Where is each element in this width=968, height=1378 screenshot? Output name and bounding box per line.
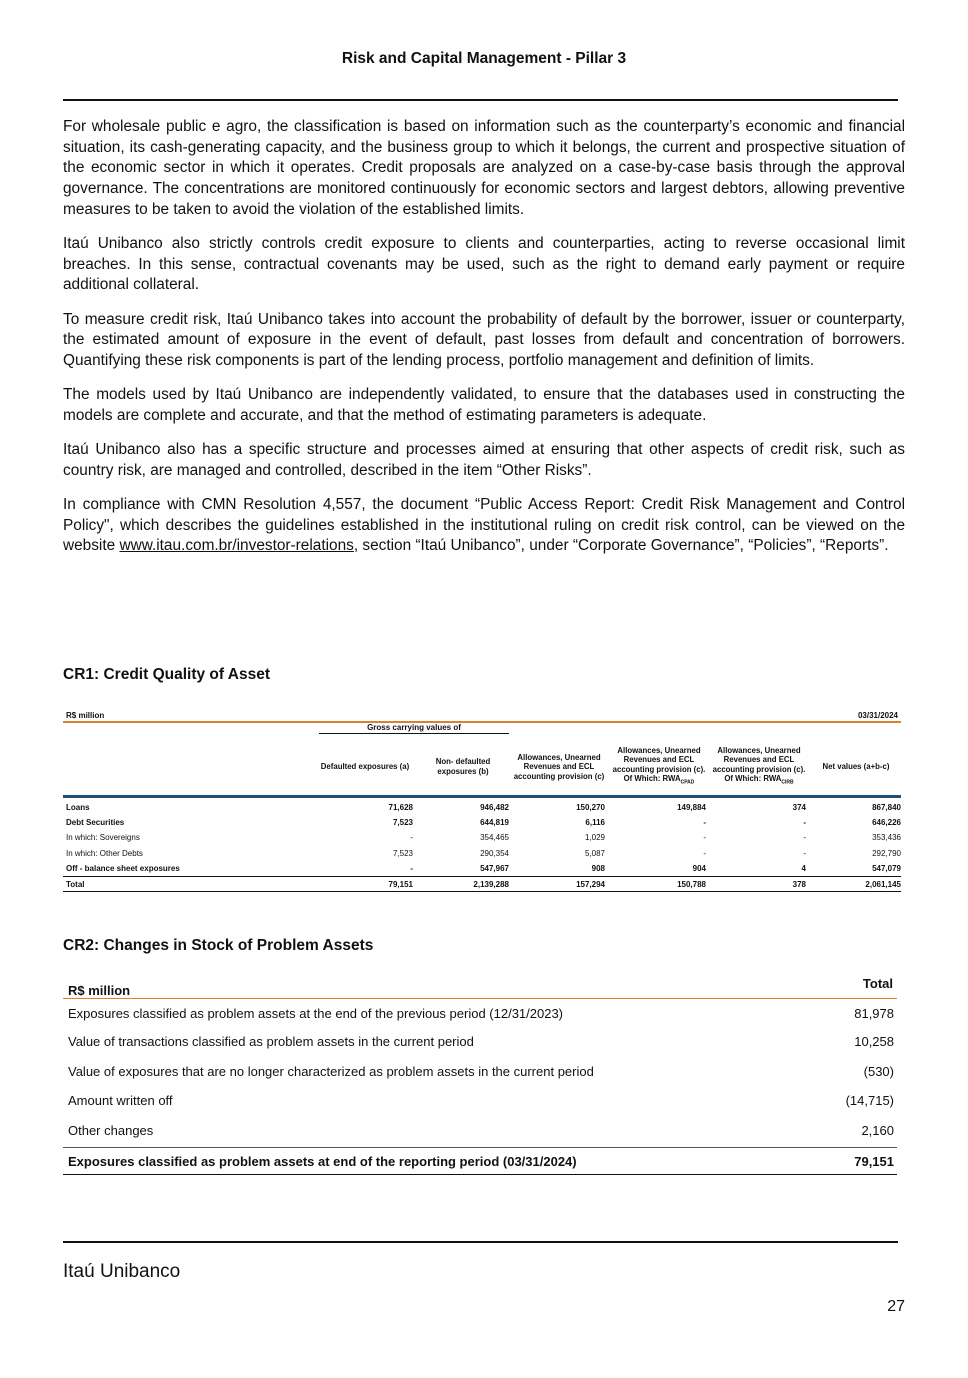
paragraph: The models used by Itaú Unibanco are independently validated, to ensure that the databases used in constructing the models are complete and accurate, and that the method of estimating parameters is adequate.	[63, 386, 905, 424]
cell-c: 5,087	[584, 848, 605, 858]
cr2-total-header: Total	[862, 976, 893, 991]
cr1-table-row	[63, 846, 901, 861]
paragraph: For wholesale public e agro, the classification is based on information such as the counterparty’s economic and financial situation, its cash-generating capacity, and the business group to which it belongs, the current and prospective situation of the economic sector in which it operates. Credit proposals are analyzed on a case-by-case basis through the approval governance. The concentrations are monitored continuously for economic sectors and largest debtors, allowing preventive measures to be taken to avoid the violation of the established limits.	[63, 118, 905, 218]
cr1-col-f: Net values (a+b-c)	[822, 762, 890, 772]
page-number: 27	[887, 1298, 905, 1315]
row-label: In which: Sovereigns	[66, 833, 140, 843]
cr1-table-row	[63, 800, 901, 815]
row-value: (14,715)	[845, 1093, 894, 1109]
cr2-title: CR2: Changes in Stock of Problem Assets	[63, 937, 374, 954]
cr2-table	[63, 972, 897, 1175]
cell-e: 378	[792, 879, 806, 889]
cell-a: 7,523	[392, 818, 413, 828]
cell-d: -	[703, 818, 706, 828]
cell-f: 867,840	[872, 803, 901, 812]
header-divider	[63, 99, 898, 101]
cell-f: 353,436	[872, 833, 901, 843]
compliance-paragraph	[63, 495, 905, 557]
cell-a: 7,523	[392, 848, 413, 858]
cr1-table	[63, 704, 901, 892]
row-label: In which: Other Debts	[66, 848, 143, 858]
cell-f: 292,790	[872, 848, 901, 858]
cell-f: 547,079	[872, 863, 901, 873]
cr1-total-row	[63, 876, 901, 892]
cell-b: 2,139,288	[473, 879, 509, 889]
cr1-table-row	[63, 861, 901, 876]
cell-d: -	[703, 833, 706, 843]
row-label: Value of transactions classified as problem assets in the current period	[68, 1034, 474, 1050]
cell-f: 646,226	[872, 818, 901, 828]
cr1-col-e: Allowances, Unearned Revenues and ECL accounting provision (c). Of Which: $RWA_{CIRB}$	[712, 745, 806, 786]
cell-e: 4	[801, 863, 806, 873]
cell-e: -	[803, 818, 806, 828]
row-label: Other changes	[68, 1122, 154, 1138]
cr2-table-row	[63, 1027, 897, 1057]
cr1-col-b: Non- defaulted exposures (b)	[435, 757, 491, 776]
row-label: Value of exposures that are no longer characterized as problem assets in the current period	[68, 1063, 594, 1079]
row-label: Exposures classified as problem assets at end of the reporting period (03/31/2024)	[68, 1153, 577, 1169]
row-value: (530)	[863, 1063, 894, 1079]
cr2-unit: R$ million	[68, 983, 131, 998]
body-text	[63, 117, 905, 571]
cr2-table-row	[63, 1086, 897, 1116]
cell-e: 374	[792, 803, 806, 812]
cell-a: 79,151	[388, 879, 413, 889]
cell-a: 71,628	[388, 803, 413, 812]
cr1-table-row	[63, 815, 901, 830]
row-label: Loans	[66, 803, 90, 812]
row-value: 79,151	[854, 1153, 894, 1169]
cell-a: -	[410, 833, 413, 843]
cell-d: 904	[692, 863, 706, 873]
cr1-header	[63, 723, 901, 795]
cell-d: 149,884	[677, 803, 706, 812]
cr2-table-row	[63, 1116, 897, 1146]
cr1-group-header: Gross carrying values of	[319, 723, 509, 734]
cr1-table-row	[63, 830, 901, 845]
cr1-col-d: Allowances, Unearned Revenues and ECL accounting provision (c). Of Which: $RWA_{CPAD}$	[612, 745, 706, 786]
paragraph: Itaú Unibanco also has a specific structure and processes aimed at ensuring that other aspects of credit risk, such as country risk, are managed and controlled, described in the item “Other Risks”.	[63, 441, 905, 479]
cr1-col-a: Defaulted exposures (a)	[320, 762, 410, 772]
cr1-col-c: Allowances, Unearned Revenues and ECL accounting provision (c)	[513, 752, 605, 781]
cell-b: 354,465	[480, 833, 509, 843]
cell-d: 150,788	[677, 879, 706, 889]
compliance-text-end: , section “Itaú Unibanco”, under “Corporate Governance”, “Policies”, “Reports”.	[353, 537, 889, 555]
cell-e: -	[803, 833, 806, 843]
page-header-title: Risk and Capital Management - Pillar 3	[341, 50, 627, 67]
cell-b: 547,967	[480, 863, 509, 873]
cr2-table-row	[63, 1057, 897, 1087]
cell-b: 946,482	[480, 803, 509, 812]
footer-divider	[63, 1241, 898, 1243]
cell-c: 6,116	[585, 818, 605, 828]
row-label: Amount written off	[68, 1093, 173, 1109]
row-value: 81,978	[854, 1005, 894, 1021]
cr1-title: CR1: Credit Quality of Asset	[63, 666, 270, 683]
footer-brand: Itaú Unibanco	[63, 1261, 181, 1282]
compliance-text-start: In compliance with CMN Resolution 4,557, the document “Public Access Report: Credit Risk Management and Control Policy", which describes the guidelines established in the institutional ruling on credit risk control, can be viewed on the website	[63, 496, 905, 555]
cr1-date: 03/31/2024	[857, 711, 898, 720]
cell-e: -	[803, 848, 806, 858]
row-label: Total	[66, 879, 85, 889]
investor-relations-link[interactable]: www.itau.com.br/investor-relations	[119, 537, 354, 555]
row-value: 2,160	[861, 1122, 894, 1138]
row-label: Off - balance sheet exposures	[66, 863, 180, 873]
row-value: 10,258	[854, 1034, 894, 1050]
cell-c: 1,029	[584, 833, 605, 843]
row-label: Debt Securities	[66, 818, 125, 828]
cell-d: -	[703, 848, 706, 858]
paragraph: Itaú Unibanco also strictly controls credit exposure to clients and counterparties, acting to reverse occasional limit breaches. In this sense, contractual covenants may be used, such as the right to demand early payment or require additional collateral.	[63, 235, 905, 294]
cell-a: -	[410, 863, 413, 873]
cell-c: 150,270	[576, 803, 605, 812]
paragraph: To measure credit risk, Itaú Unibanco takes into account the probability of default by the borrower, issuer or counterparty, the estimated amount of exposure in the event of default, past losses from default and concentration of borrowers. Quantifying these risk components is part of the lending process, portfolio management and definition of limits.	[63, 310, 905, 370]
cr2-total-row	[63, 1147, 897, 1175]
cell-b: 290,354	[480, 848, 509, 858]
cr2-table-row	[63, 999, 897, 1027]
cr1-unit: R$ million	[66, 711, 105, 720]
cell-b: 644,819	[480, 818, 509, 828]
cell-c: 908	[591, 863, 605, 873]
cell-c: 157,294	[576, 879, 605, 889]
row-label: Exposures classified as problem assets at the end of the previous period (12/31/2023)	[68, 1005, 564, 1021]
cell-f: 2,061,145	[865, 879, 901, 889]
